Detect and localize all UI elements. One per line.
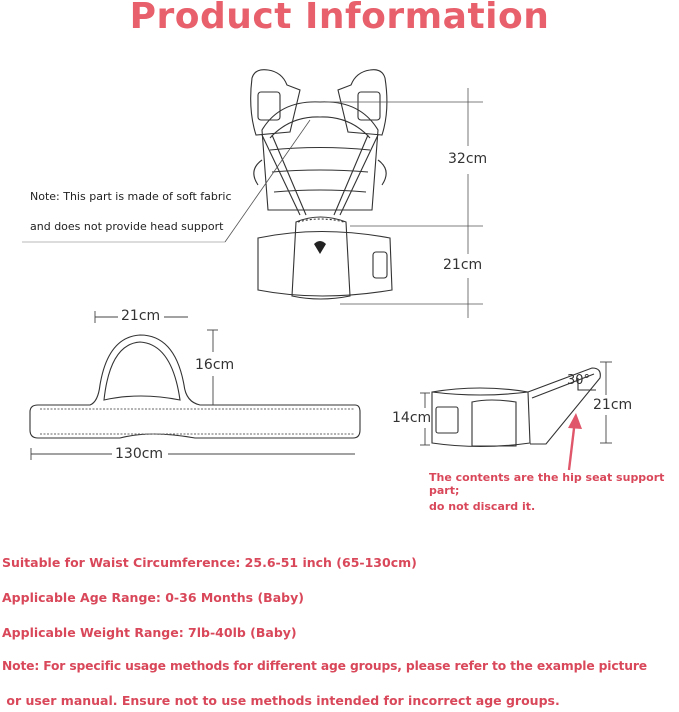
soft-fabric-note-line1: Note: This part is made of soft fabric (30, 190, 232, 203)
headrest-width-dimension: 21cm (121, 308, 161, 324)
note-leader-line (225, 120, 310, 242)
headrest-height-dimension: 16cm (195, 357, 235, 373)
usage-note-line1: Note: For specific usage methods for different age groups, please refer to the example picture (2, 659, 647, 673)
carrier-front-illustration (251, 70, 392, 299)
hip-seat-right-height-dimension: 21cm (593, 397, 633, 413)
headrest-length-dimension: 130cm (115, 446, 164, 462)
soft-fabric-note-line2: and does not provide head support (30, 220, 224, 233)
page-title: Product Information (129, 0, 550, 37)
hip-seat-left-height-dimension: 14cm (392, 410, 432, 426)
usage-note-line2: or user manual. Ensure not to use methods intended for incorrect age groups. (2, 693, 560, 708)
arrow-icon (568, 413, 582, 470)
hip-seat-angle-dimension: 30° (567, 373, 591, 388)
carrier-upper-dimension: 32cm (448, 151, 488, 167)
spec-age-range: Applicable Age Range: 0-36 Months (Baby) (2, 590, 304, 605)
headrest-illustration (30, 335, 360, 438)
carrier-lower-dimension: 21cm (443, 257, 483, 273)
spec-weight-range: Applicable Weight Range: 7lb-40lb (Baby) (2, 625, 297, 640)
hip-seat-caption-line1: The contents are the hip seat support part; (429, 471, 665, 497)
spec-waist-circumference: Suitable for Waist Circumference: 25.6-51 inch (65-130cm) (2, 555, 417, 570)
hip-seat-caption-line2: do not discard it. (429, 500, 536, 513)
